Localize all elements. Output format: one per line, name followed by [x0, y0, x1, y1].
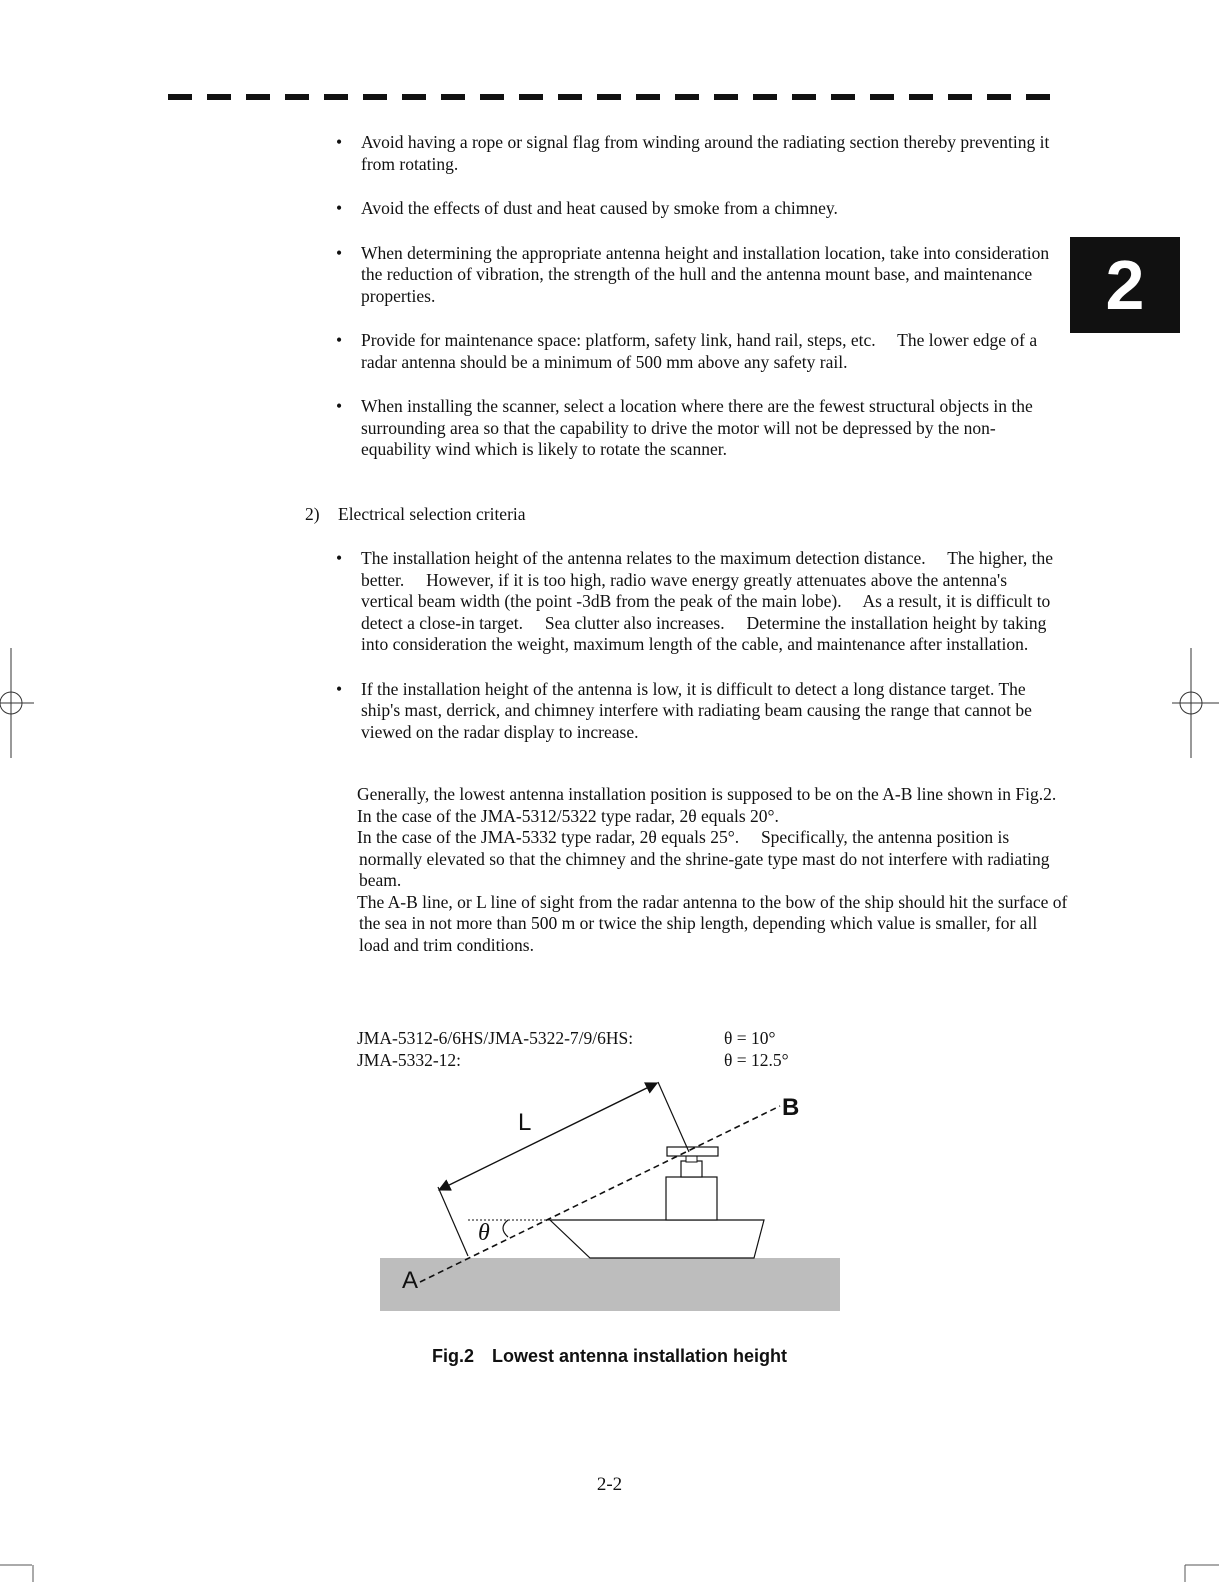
dimension-arrow-l — [439, 1083, 657, 1190]
model-row — [357, 1028, 857, 1050]
label-a: A — [402, 1267, 419, 1294]
figure-number: Fig.2 — [431, 1346, 474, 1366]
label-l: L — [518, 1109, 532, 1136]
extension-line-right — [658, 1082, 689, 1152]
bullet-item: • Provide for maintenance space: platform, safety link, hand rail, steps, etc. The lower edge of a radar antenna should be a minimum of 500 mm above any safety rail. — [336, 330, 1062, 373]
bullet-item: • When determining the appropriate antenna height and installation location, take into consideration the reduction of vibration, the strength of the hull and the antenna mount base, and maintenance properties. — [336, 243, 1062, 308]
bullet-item: • Avoid the effects of dust and heat caused by smoke from a chimney. — [336, 198, 1062, 220]
bullet-item: • If the installation height of the antenna is low, it is difficult to detect a long distance target. The ship's mast, derrick, and chimney interfere with radiating beam causing the range that cannot be viewed on the radar display to increase. — [336, 679, 1062, 744]
bullet-item: • When installing the scanner, select a location where there are the fewest structural objects in the surrounding area so that the capability to drive the motor will not be depressed by the non-equability wind which is likely to rotate the scanner. — [336, 396, 1062, 461]
label-b: B — [782, 1094, 800, 1121]
chapter-tab: 2 — [1070, 237, 1180, 333]
installation-notes — [357, 784, 1069, 956]
label-theta: θ — [478, 1220, 490, 1246]
antenna-height-diagram — [370, 1070, 850, 1320]
sea-surface — [380, 1258, 840, 1311]
figure-caption — [0, 1346, 1219, 1367]
paragraph: Generally, the lowest antenna installation position is supposed to be on the A-B line shown in Fig.2. — [357, 784, 1057, 804]
left-registration-mark — [0, 648, 36, 758]
ship-hull — [550, 1220, 764, 1258]
model-theta: θ = 10° — [724, 1028, 776, 1048]
electrical-bullets — [336, 548, 1062, 743]
antenna-pedestal — [681, 1161, 702, 1177]
section-number: 2) — [305, 504, 320, 524]
bullet-item: • The installation height of the antenna relates to the maximum detection distance. The higher, the better. However, if it is too high, radio wave energy greatly attenuates above the antenna's vertical beam width (the point -3dB from the peak of the main lobe). As a result, it is difficult to detect a close-in target. Sea clutter also increases. Determine the installation height by taking into consideration the weight, maximum length of the cable, and maintenance after installation. — [336, 548, 1062, 656]
antenna-mast — [666, 1177, 717, 1220]
extension-line-left — [438, 1187, 468, 1256]
section-title: Electrical selection criteria — [338, 504, 526, 524]
antenna-neck — [686, 1156, 697, 1162]
theta-angle-arc — [503, 1220, 508, 1237]
model-name: JMA-5312-6/6HS/JMA-5322-7/9/6HS: — [357, 1028, 634, 1048]
bullet-item: • Avoid having a rope or signal flag from winding around the radiating section thereby preventing it from rotating. — [336, 132, 1062, 175]
bottom-crop-marks — [0, 1560, 1219, 1582]
model-name: JMA-5332-12: — [357, 1049, 462, 1070]
section-heading — [305, 504, 526, 526]
header-dashed-rule — [168, 94, 1050, 100]
paragraph: In the case of the JMA-5332 type radar, 2θ equals 25°. Specifically, the antenna position is normally elevated so that the chimney and the shrine-gate type mast do not interfere with radiating beam. — [357, 827, 1050, 890]
model-theta-table — [357, 1028, 857, 1071]
paragraph: In the case of the JMA-5312/5322 type radar, 2θ equals 20°. — [357, 805, 779, 826]
model-theta: θ = 12.5° — [724, 1049, 789, 1070]
model-row — [357, 1050, 857, 1072]
figure-title: Lowest antenna installation height — [491, 1346, 788, 1366]
paragraph: The A-B line, or L line of sight from the radar antenna to the bow of the ship should hit the surface of the sea in not more than 500 m or twice the ship length, depending which value is smaller, for all load and trim conditions. — [357, 891, 1068, 955]
page-number: 2-2 — [596, 1474, 623, 1495]
right-registration-mark — [1172, 648, 1219, 758]
mechanical-bullets — [336, 132, 1062, 461]
